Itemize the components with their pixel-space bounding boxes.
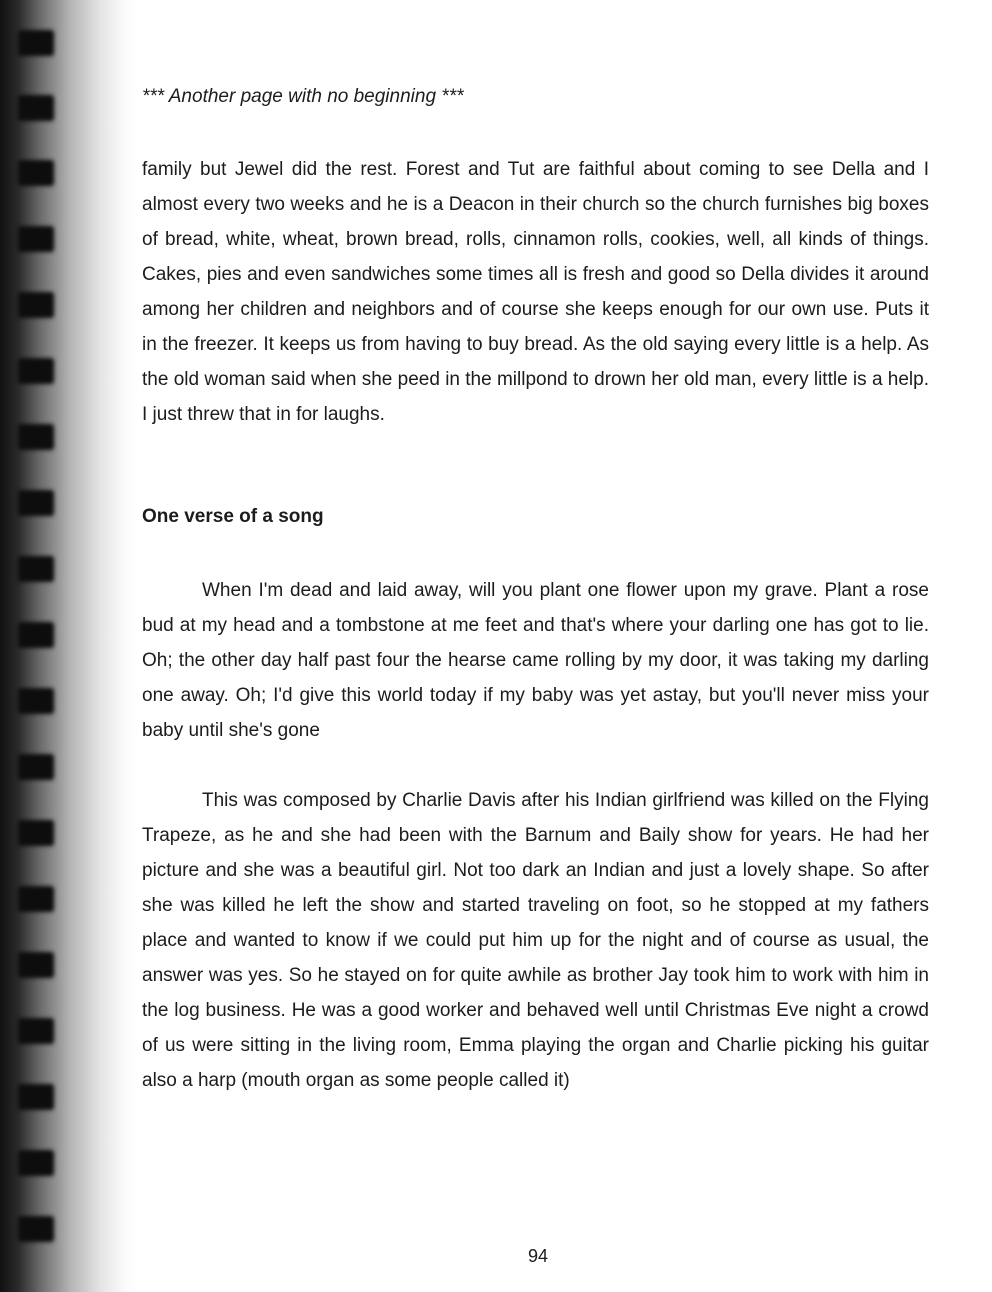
binding-hole	[18, 1216, 54, 1242]
body-paragraph: family but Jewel did the rest. Forest and Tut are faithful about coming to see Della and I almost every two weeks and he is a Deacon in their church so the church furnishes big boxes of bread, white, wheat, brown bread, rolls, cinnamon rolls, cookies, well, all kinds of things. Cakes, pies and even sandwiches some times all is fresh and good so Della divides it around among her children and neighbors and of course she keeps enough for our own use. Puts it in the freezer. It keeps us from having to buy bread. As the old saying every little is a help. As the old woman said when she peed in the millpond to drown her old man, every little is a help. I just threw that in for laughs.	[142, 159, 929, 425]
page-header: *** Another page with no beginning ***	[142, 86, 464, 107]
binding-hole	[18, 820, 54, 846]
binding-hole	[18, 688, 54, 714]
binding-hole	[18, 622, 54, 648]
binding-hole	[18, 886, 54, 912]
binding-hole	[18, 424, 54, 450]
binding-hole	[18, 95, 54, 121]
binding-hole	[18, 358, 54, 384]
binding-hole	[18, 292, 54, 318]
binding-hole	[18, 1150, 54, 1176]
binding-hole	[18, 556, 54, 582]
binding-hole	[18, 952, 54, 978]
section-heading: One verse of a song	[142, 506, 324, 527]
binding-hole	[18, 160, 54, 186]
binding-hole	[18, 1084, 54, 1110]
binding-hole	[18, 490, 54, 516]
body-paragraph: This was composed by Charlie Davis after his Indian girlfriend was killed on the Flying Trapeze, as he and she had been with the Barnum and Baily show for years. He had her picture and she was a beautiful girl. Not too dark an Indian and just a lovely shape. So after she was killed he left the show and started traveling on foot, so he stopped at my fathers place and wanted to know if we could put him up for the night and of course as usual, the answer was yes. So he stayed on for quite awhile as brother Jay took him to work with him in the log business. He was a good worker and behaved well until Christmas Eve night a crowd of us were sitting in the living room, Emma playing the organ and Charlie picking his guitar also a harp (mouth organ as some people called it)	[142, 790, 929, 1091]
song-verse: When I'm dead and laid away, will you plant one flower upon my grave. Plant a rose bud at my head and a tombstone at me feet and that's where your darling one has got to lie. Oh; the other day half past four the hearse came rolling by my door, it was taking my darling one away. Oh; I'd give this world today if my baby was yet astay, but you'll never miss your baby until she's gone	[142, 580, 929, 741]
binding-hole	[18, 226, 54, 252]
spiral-binding	[0, 0, 140, 1292]
binding-hole	[18, 754, 54, 780]
binding-hole	[18, 30, 54, 56]
binding-hole	[18, 1018, 54, 1044]
page-number: 94	[527, 1246, 549, 1266]
